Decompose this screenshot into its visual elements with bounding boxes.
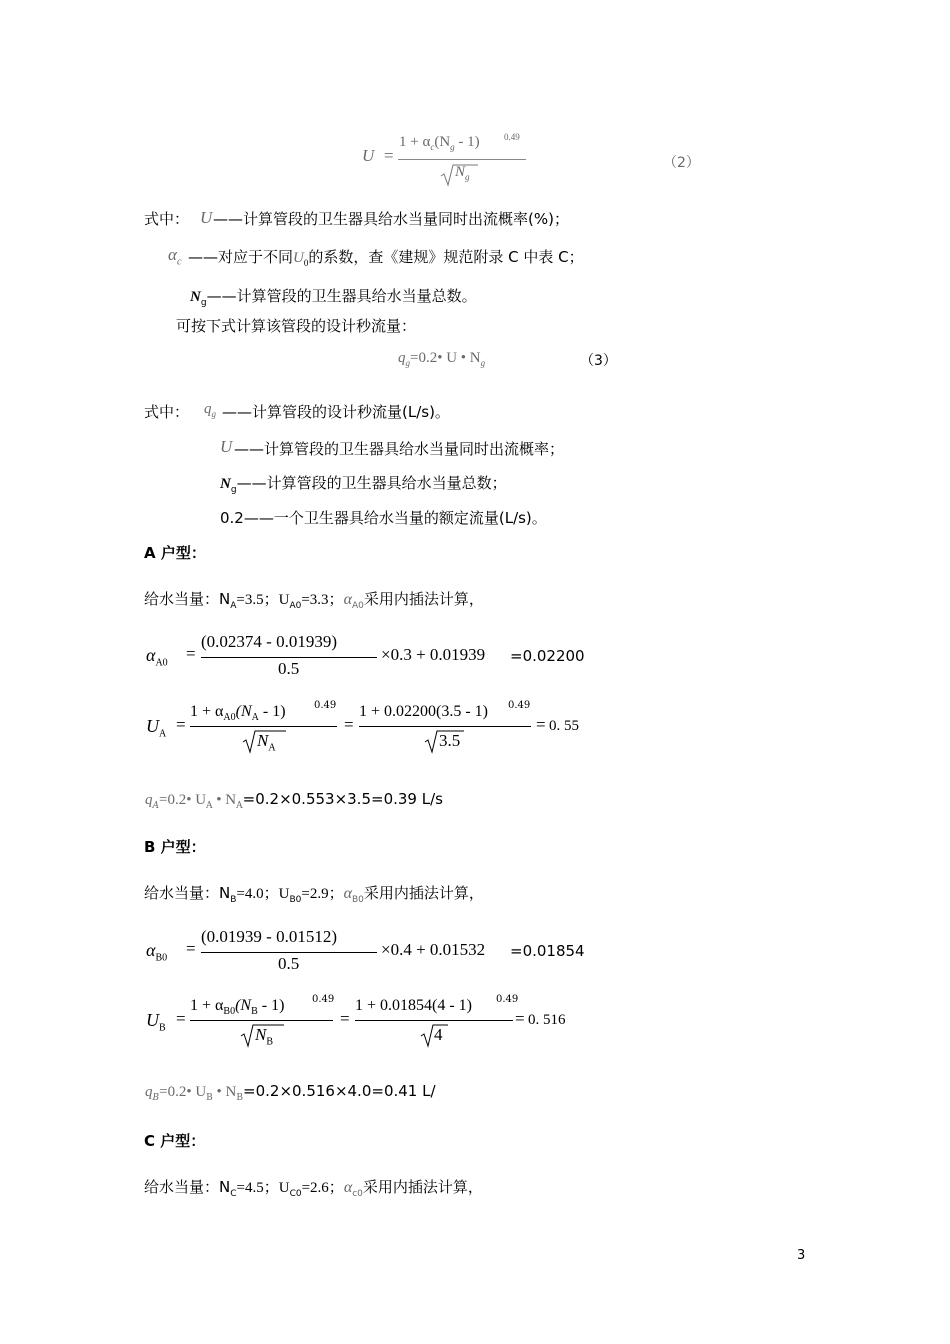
where2-q-symbol: $q_g$ [204,401,216,419]
type-a-u-eq3: = [536,715,546,734]
type-a-q: $q_A=0.2•$ $U_A$ • $N_A=0.2\times 0.553\times 3.5=0.39$ L/s [145,790,443,811]
formula2-exponent: 0.49 [504,132,520,142]
type-a-u-den2: 3.5 [439,731,461,750]
type-b-alpha-lhs: $\alpha_{B0}$ [146,940,168,964]
type-b-u-den1: $N_B$ [255,1025,274,1048]
type-b-u-exp2: 0.49 [496,994,519,1005]
where1-alpha-desc: ——对应于不同$U_0$的系数，查《建规》规范附录 C 中表 C； [188,248,584,268]
type-a-u-exp2: 0.49 [508,700,531,711]
type-a-interp-num: (0.02374 - 0.01939) [201,632,337,651]
type-a-u-lhs: $U_A$ [146,716,167,740]
formula2-denominator: $N_g$ [455,164,470,182]
where1-prefix: 式中： [144,210,190,228]
type-a-line: 给水当量：$N_A=3.5$；$U_{A0}=3.3$；$\alpha_{A0}$采用内插法计算， [144,590,484,611]
type-a-u-eq2: = [344,715,354,734]
type-c-line: 给水当量：$N_C=4.5$；$U_{C0}=2.6$；$\alpha_{c0}$采用内插法计算， [144,1178,483,1199]
type-b-u-num2: 1 + 0.01854(4 - 1) [355,997,473,1014]
type-b-u-lhs: $U_B$ [146,1010,166,1034]
type-c-heading: C 户型： [144,1132,206,1150]
page-number: 3 [797,1248,806,1263]
type-b-interp-result: =0.01854 [510,942,585,960]
where2-u-symbol: U [220,437,233,456]
where1-ng: $N_g——$计算管段的卫生器具给水当量总数。 [190,287,477,308]
type-a-u-bar2 [359,726,531,727]
where2-ng: $N_g——$计算管段的卫生器具给水当量总数； [220,474,507,495]
where2-prefix: 式中： [144,403,190,421]
where2-u-desc: ——计算管段的卫生器具给水当量同时出流概率； [234,440,565,458]
type-a-heading: A 户型： [144,544,206,562]
type-a-u-den1: $N_A$ [257,731,276,754]
formula2-number: （2） [663,155,700,171]
type-b-interp-tail: ×0.4 + 0.01532 [381,940,486,959]
where1-u-desc: ——计算管段的卫生器具给水当量同时出流概率(%)； [213,210,569,228]
type-b-u-den2: 4 [434,1025,443,1044]
type-b-alpha-eq: = [186,939,196,958]
type-b-u-eq3: = [515,1009,525,1028]
type-a-interp-bar [201,657,377,658]
type-a-u-bar1 [190,726,337,727]
type-b-interp-num: (0.01939 - 0.01512) [201,927,337,946]
type-b-interp-bar [201,952,377,953]
type-b-line: 给水当量：$N_B=4.0$；$U_{B0}=2.9$；$\alpha_{B0}$采用内插法计算， [144,884,484,905]
type-a-u-num1: $1 + \alpha_{A0}(N_A - 1)$ [190,703,286,724]
type-b-q: $q_B=0.2•$ $U_B$ • $N_B=0.2\times 0.516\times 4.0=0.41$ L/ [145,1082,436,1103]
type-b-heading: B 户型： [144,838,206,856]
type-b-u-bar2 [355,1020,513,1021]
type-b-u-exp1: 0.49 [312,994,335,1005]
type-a-interp-result: =0.02200 [510,647,585,665]
type-a-alpha-lhs: $\alpha_{A0}$ [146,645,168,669]
where1-u-symbol: U [200,208,213,227]
type-b-u-num1: $1 + \alpha_{B0}(N_B - 1)$ [190,997,285,1018]
type-a-u-exp1: 0.49 [314,700,337,711]
type-a-interp-tail: ×0.3 + 0.01939 [381,645,486,664]
type-a-u-num2: 1 + 0.02200(3.5 - 1) [359,703,489,720]
type-b-u-result: 0. 516 [528,1012,566,1028]
type-a-u-eq1: = [176,715,186,734]
type-b-u-eq1: = [176,1009,186,1028]
formula2-numerator: $1 + \alpha_c(N_g - 1)$ [399,134,480,152]
type-a-u-result: 0. 55 [549,718,579,734]
where2-q-desc: ——计算管段的设计秒流量(L/s)。 [222,403,450,421]
type-b-u-eq2: = [340,1009,350,1028]
formula-3: $q_g=0.2•$ U • $N_g$ [398,350,486,368]
where2-constant: 0.2——一个卫生器具给水当量的额定流量(L/s)。 [220,509,547,527]
formula2-eq: = [384,146,394,165]
type-a-interp-den: 0.5 [278,659,300,678]
where1-intro3: 可按下式计算该管段的设计秒流量： [176,317,417,335]
where1-alpha-symbol: $\alpha_c$ [168,245,182,268]
formula2-lhs: U [362,146,375,165]
type-a-alpha-eq: = [186,644,196,663]
type-b-u-bar1 [190,1020,333,1021]
type-b-interp-den: 0.5 [278,954,300,973]
formula3-number: （3） [580,353,617,369]
formula2-fraction-bar [398,159,526,160]
